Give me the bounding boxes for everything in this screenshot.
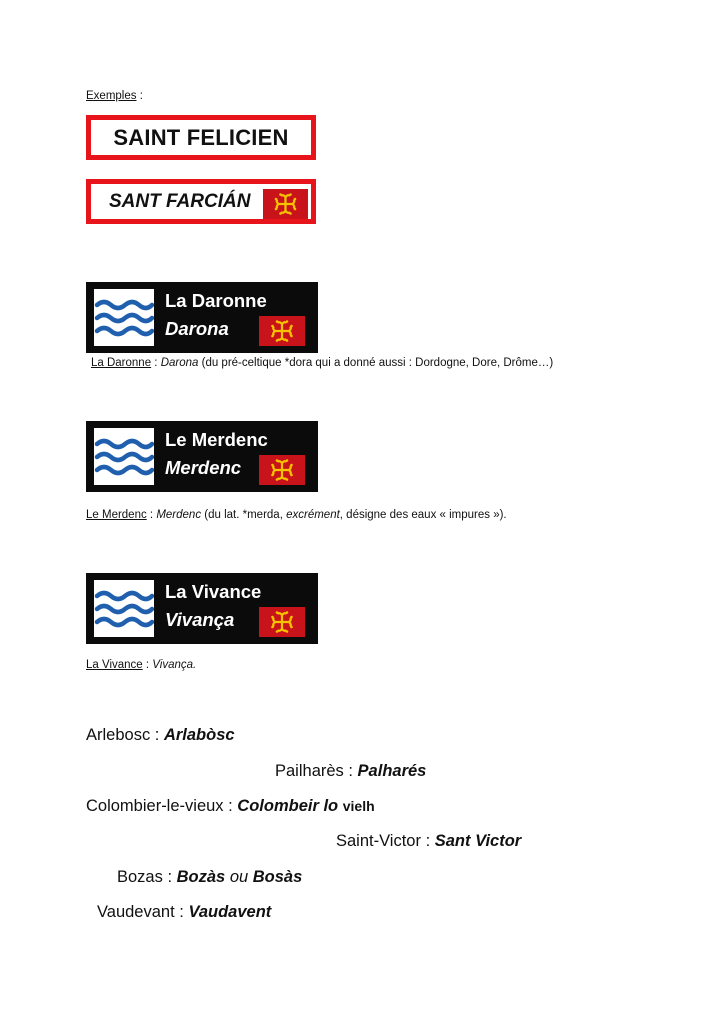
place-vaudevant: [97, 903, 271, 922]
river-waves-icon: [94, 580, 154, 637]
caption-occitan: Darona: [160, 357, 199, 369]
river-caption-daronne: [91, 356, 553, 370]
road-sign-french-text: SAINT FELICIEN: [113, 124, 289, 150]
caption-sep: :: [151, 357, 161, 369]
caption-name: La Daronne: [91, 357, 152, 369]
river-sign-daronne: [86, 282, 318, 353]
road-sign-occitan-text: SANT FARCIÁN: [109, 190, 251, 212]
caption-name: Le Merdenc: [86, 509, 147, 521]
place-french: Colombier-le-vieux :: [86, 797, 238, 815]
river-waves-icon: [94, 289, 154, 346]
place-occitan: Palharés: [357, 762, 427, 780]
place-saint-victor: [336, 832, 521, 851]
occitan-cross-flag-icon: [259, 607, 305, 637]
caption-occitan: Vivança.: [152, 659, 197, 671]
river-sign-name: Le Merdenc: [165, 429, 268, 450]
place-arlebosc: [86, 726, 235, 745]
river-sign-occitan: Merdenc: [165, 457, 242, 478]
place-colombier: [86, 797, 375, 816]
place-occitan: Colombeir lo: [237, 797, 339, 815]
river-waves-icon: [94, 428, 154, 485]
caption-rest: (du lat. *merda,: [201, 509, 287, 521]
place-french: Arlebosc :: [86, 726, 164, 744]
place-occitan: Sant Victor: [434, 832, 522, 850]
place-bozas: [117, 868, 302, 887]
place-french: Pailharès :: [275, 762, 358, 780]
river-sign-merdenc: [86, 421, 318, 492]
caption-occitan: Merdenc: [156, 509, 202, 521]
examples-heading: [86, 89, 143, 103]
place-french: Bozas :: [117, 868, 177, 886]
caption-rest-italic: excrément: [286, 509, 340, 521]
place-french: Vaudevant :: [97, 903, 189, 921]
examples-label: Exemples: [86, 90, 137, 102]
place-occitan: Bozàs: [176, 868, 226, 886]
road-sign-french: [86, 115, 316, 160]
caption-name: La Vivance: [86, 659, 143, 671]
caption-rest-end: , désigne des eaux « impures »).: [339, 509, 507, 521]
place-occitan-tail: vielh: [342, 798, 375, 814]
caption-sep: :: [146, 509, 157, 521]
examples-colon: :: [136, 90, 143, 102]
river-sign-vivance: [86, 573, 318, 644]
river-sign-occitan: Vivança: [165, 609, 235, 630]
occitan-cross-flag-icon: [259, 455, 305, 485]
occitan-cross-flag-icon: [259, 316, 305, 346]
place-french: Saint-Victor :: [336, 832, 435, 850]
river-sign-occitan: Darona: [165, 318, 229, 339]
caption-sep: :: [142, 659, 153, 671]
caption-rest: (du pré-celtique *dora qui a donné aussi : Dordogne, Dore, Drôme…): [198, 357, 554, 369]
place-or: ou: [225, 868, 253, 886]
place-occitan-alt: Bosàs: [252, 868, 303, 886]
place-occitan: Vaudavent: [188, 903, 272, 921]
occitan-cross-flag-icon: [263, 189, 308, 219]
river-caption-vivance: [86, 658, 196, 672]
road-sign-occitan: [86, 179, 316, 224]
river-sign-name: La Vivance: [165, 581, 262, 602]
river-caption-merdenc: [86, 508, 507, 522]
place-pailhares: [275, 762, 426, 781]
river-sign-name: La Daronne: [165, 290, 267, 311]
place-occitan: Arlabòsc: [163, 726, 235, 744]
